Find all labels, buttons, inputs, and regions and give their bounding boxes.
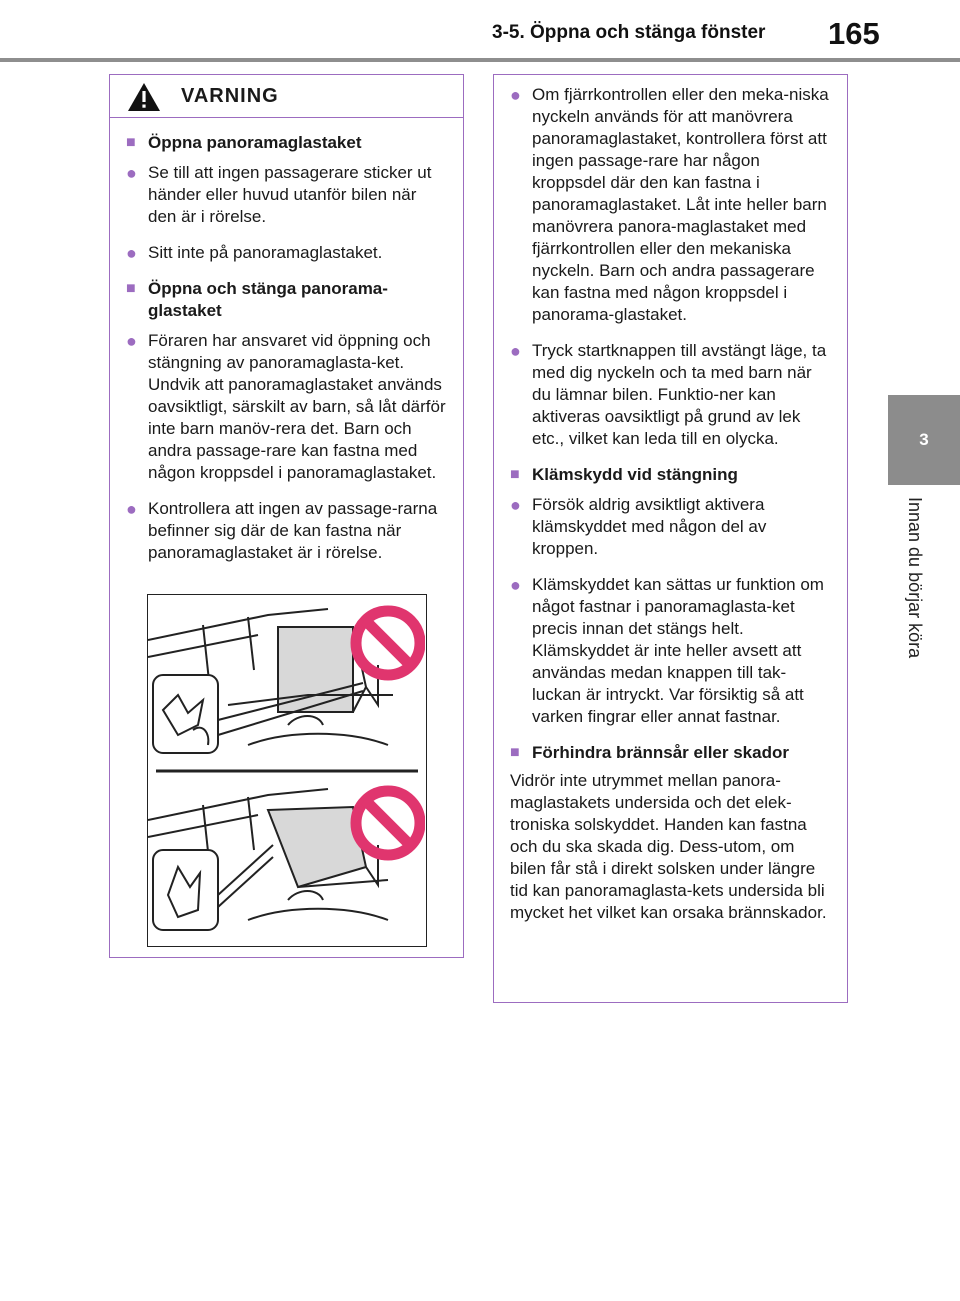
warning-title: VARNING [181,85,279,107]
bullet-item: ● Om fjärrkontrollen eller den meka-niska nyckeln används för att manövrera panoramaglastaket, kontrollera först att ingen passage-rare har någon kroppsdel där den kan fastna i panoramaglastaket. Låt inte heller barn manövrera panora-maglastaket med fjärrkontrollen eller den mekaniska nyckeln. Barn och andra passagerare kan fastna med någon kroppsdel i panorama-glastaket. [510,85,829,324]
roof-warning-drawing [148,595,425,945]
bullet-item: ● Tryck startknappen till avstängt läge, ta med dig nyckeln och ta med barn när du lämnar bilen. Funktio-ner kan aktiveras oavsiktligt på grund av lek etc., vilket kan leda till en olycka. [510,341,827,448]
dot-bullet-icon: ● [510,575,521,595]
section-title: 3-5. Öppna och stänga fönster [492,22,766,43]
dot-bullet-icon: ● [510,85,521,105]
dot-bullet-icon: ● [126,499,137,519]
bullet-item: ● Försök aldrig avsiktligt aktivera klämskyddet med någon del av kroppen. [510,495,767,558]
dot-bullet-icon: ● [126,163,137,183]
dot-bullet-icon: ● [126,243,137,263]
page-number: 165 [828,16,880,51]
square-bullet-icon: ■ [510,466,520,483]
square-bullet-icon: ■ [126,280,136,297]
warning-icon [127,82,161,112]
bullet-item: ● Se till att ingen passagerare sticker ut händer eller huvud utanför bilen när den är i rörelse. [126,163,432,226]
heading-prevent-burns: ■ Förhindra brännsår eller skador [510,743,789,762]
panorama-roof-illustration [147,594,427,947]
warning-box-continued [493,74,848,1003]
warning-content [110,132,463,564]
chapter-tab: 3 [888,395,960,485]
warning-content-continued [494,75,847,924]
dot-bullet-icon: ● [510,341,521,361]
warning-box [109,74,464,958]
bullet-item: ● Klämskyddet kan sättas ur funktion om något fastnar i panoramaglasta-ket precis innan det stängs helt. Klämskyddet är inte heller avsett att användas medan knappen till tak-luckan är intryckt. Var försiktig så att varken fingrar eller annat fastnar. [510,575,824,726]
chapter-label: Innan du börjar köra [905,497,925,659]
dot-bullet-icon: ● [510,495,521,515]
heading-open-close-panorama: ■ Öppna och stänga panorama-glastaket [126,279,388,320]
heading-pinch-protection: ■ Klämskydd vid stängning [510,465,738,484]
square-bullet-icon: ■ [126,134,136,151]
header-rule [0,58,960,62]
warning-header [110,75,463,118]
bullet-item: ● Föraren har ansvaret vid öppning och stängning av panoramaglasta-ket. Undvik att panoramaglastaket används oavsiktligt, särskilt av barn, så låt därför inte barn manöv-rera det. Barn och andra passage-rare kan fastna med någon kroppsdel i panoramaglastaket. [126,331,446,482]
dot-bullet-icon: ● [126,331,137,351]
bullet-item: ● Kontrollera att ingen av passage-rarna befinner sig där de kan fastna när panoramaglastaket är i rörelse. [126,499,438,562]
heading-open-panorama: ■ Öppna panoramaglastaket [126,133,362,152]
bullet-item: ● Sitt inte på panoramaglastaket. [126,243,383,263]
square-bullet-icon: ■ [510,744,520,761]
burn-warning-paragraph: Vidrör inte utrymmet mellan panora-maglastakets undersida och det elek-troniska solskyddet. Handen kan fastna och du ska skada dig. Dess-utom, om bilen får stå i direkt solsken under längre tid kan panoramaglasta-kets undersida bli mycket het vilket kan orsaka brännskador. [510,771,827,922]
